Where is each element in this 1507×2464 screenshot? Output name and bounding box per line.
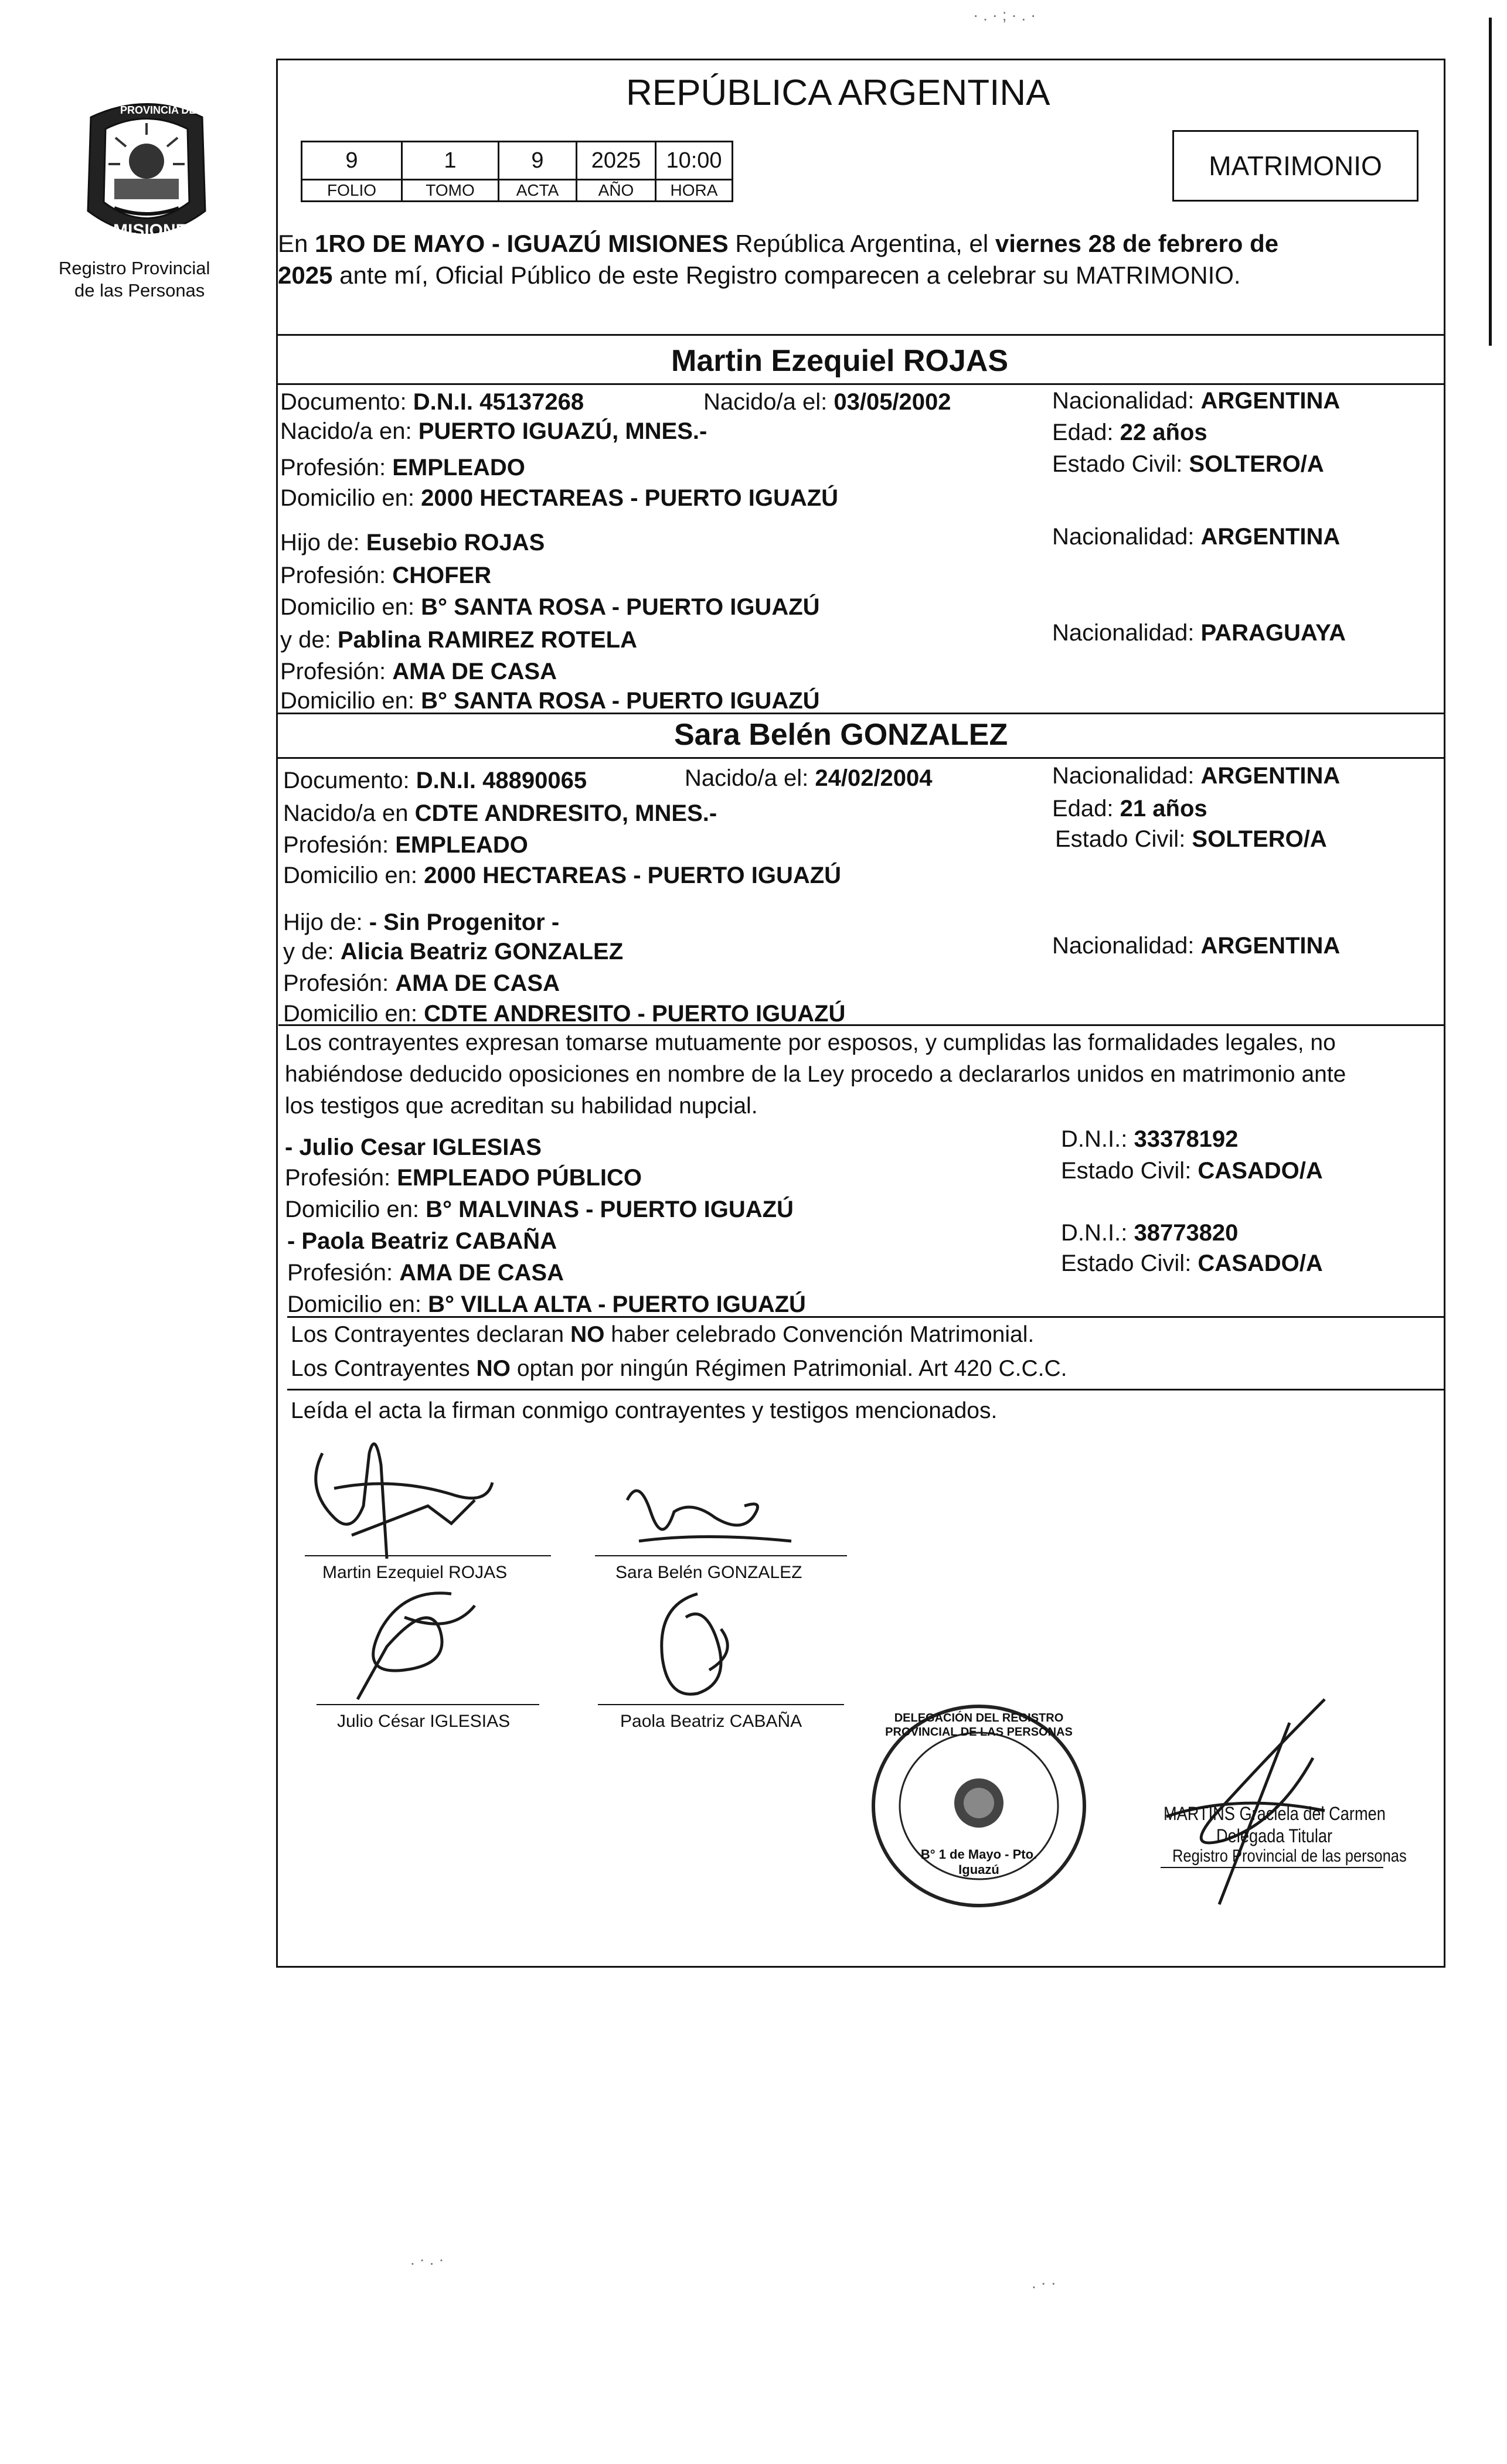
spouse2-edad: Edad: 21 años [1052,796,1207,822]
registry-table [301,141,733,202]
right-margin-mark [1489,18,1492,346]
spouse1-estado-civil: Estado Civil: SOLTERO/A [1052,451,1324,477]
spouse1-domicilio: Domicilio en: 2000 HECTAREAS - PUERTO IGUAZÚ [280,485,839,511]
witness1-profesion: Profesión: EMPLEADO PÚBLICO [285,1165,642,1191]
hora-label: HORA [656,180,733,202]
act-type-box: MATRIMONIO [1172,130,1418,202]
signature-witness1-icon [334,1582,510,1711]
ano-value: 2025 [577,142,656,180]
sig-name-witness1: Julio César IGLESIAS [337,1712,511,1731]
official-name: MARTINS Graciela del Carmen [1164,1803,1386,1824]
spouse2-father: Hijo de: - Sin Progenitor - [283,909,560,935]
tomo-value: 1 [402,142,499,180]
spouse1-nacido-el: Nacido/a el: 03/05/2002 [703,389,951,415]
spouse1-documento: Documento: D.N.I. 45137268 [280,389,584,415]
logo-text-bottom: MISIONES [113,221,199,240]
scan-noise-1: · . · ; · . · [973,6,1036,24]
sig-name-spouse2: Sara Belén GONZALEZ [615,1563,802,1582]
scan-noise-3: . · · [1032,2274,1056,2292]
stamp-outer-text: DELEGACIÓN DEL REGISTRO PROVINCIAL DE LAS PERSONAS [885,1712,1073,1739]
intro-date: viernes 28 de febrero de [995,230,1279,257]
declaration-line-3: los testigos que acreditan su habilidad nupcial. [285,1093,758,1119]
witness2-domicilio: Domicilio en: B° VILLA ALTA - PUERTO IGUAZÚ [287,1291,806,1317]
spouse1-name: Martin Ezequiel ROJAS [671,344,1008,378]
witness2-dni: D.N.I.: 38773820 [1061,1220,1239,1246]
signature-spouse2-icon [615,1477,809,1559]
folio-label: FOLIO [302,180,402,202]
signature-spouse1-icon [299,1418,569,1565]
divider-header [276,334,1445,336]
regime-line-2: Los Contrayentes NO optan por ningún Régimen Patrimonial. Art 420 C.C.C. [291,1356,1067,1381]
divider-spouse2 [278,1024,1445,1026]
spouse2-nacido-en: Nacido/a en CDTE ANDRESITO, MNES.- [283,800,717,826]
stamp-inner-text: B° 1 de Mayo - Pto. Iguazú [920,1847,1037,1877]
intro-year: 2025 [278,261,333,289]
spouse1-mother-domicilio: Domicilio en: B° SANTA ROSA - PUERTO IGUAZÚ [280,688,820,714]
spouse2-nacido-el: Nacido/a el: 24/02/2004 [685,765,933,791]
declaration-line-2: habiéndose deducido oposiciones en nombre de la Ley procedo a declararlos unidos en matrimonio ante [285,1062,1346,1087]
spouse1-father-profesion: Profesión: CHOFER [280,563,492,588]
spouse2-name: Sara Belén GONZALEZ [674,718,1008,752]
spouse1-father: Hijo de: Eusebio ROJAS [280,530,545,555]
declaration-line-1: Los contrayentes expresan tomarse mutuamente por esposos, y cumplidas las formalidades legales, no [285,1030,1336,1055]
divider-spouse1 [276,713,1445,714]
spouse1-mother: y de: Pablina RAMIREZ ROTELA [280,627,637,653]
spouse1-nacionalidad: Nacionalidad: ARGENTINA [1052,388,1341,414]
witness2-name: - Paola Beatriz CABAÑA [287,1228,557,1254]
divider-spouse1-name [276,383,1445,385]
witness1-estado-civil: Estado Civil: CASADO/A [1061,1158,1323,1184]
intro-prefix: En [278,230,315,257]
country-title: REPÚBLICA ARGENTINA [626,73,1050,113]
spouse2-nacionalidad: Nacionalidad: ARGENTINA [1052,763,1341,789]
spouse2-estado-civil: Estado Civil: SOLTERO/A [1055,826,1327,852]
spouse2-mother-nacionalidad: Nacionalidad: ARGENTINA [1052,933,1341,959]
registry-line-2: de las Personas [74,280,205,301]
official-sig-line [1161,1867,1383,1868]
sig-name-witness2: Paola Beatriz CABAÑA [620,1712,802,1731]
regime-line-1: Los Contrayentes declaran NO haber celebrado Convención Matrimonial. [291,1322,1035,1347]
witness1-name: - Julio Cesar IGLESIAS [285,1134,542,1160]
spouse2-mother-domicilio: Domicilio en: CDTE ANDRESITO - PUERTO IGUAZÚ [283,1001,846,1027]
intro-country: República Argentina, el [728,230,995,257]
witness1-domicilio: Domicilio en: B° MALVINAS - PUERTO IGUAZÚ [285,1197,794,1222]
divider-witnesses [287,1316,1445,1318]
official-registry: Registro Provincial de las personas [1172,1846,1407,1866]
spouse1-nacido-en: Nacido/a en: PUERTO IGUAZÚ, MNES.- [280,418,707,444]
tomo-label: TOMO [402,180,499,202]
intro-line-2 [278,261,1241,289]
official-title: Delegada Titular [1216,1825,1333,1846]
hora-value: 10:00 [656,142,733,180]
spouse1-edad: Edad: 22 años [1052,420,1207,445]
spouse1-profesion: Profesión: EMPLEADO [280,455,525,480]
province-logo [79,94,214,252]
sig-name-spouse1: Martin Ezequiel ROJAS [322,1563,508,1582]
spouse1-mother-nacionalidad: Nacionalidad: PARAGUAYA [1052,620,1346,646]
witness1-dni: D.N.I.: 33378192 [1061,1126,1239,1152]
acta-label: ACTA [499,180,577,202]
witness2-estado-civil: Estado Civil: CASADO/A [1061,1250,1323,1276]
intro-line-1 [278,230,1278,258]
divider-spouse2-name [276,757,1445,759]
acta-value: 9 [499,142,577,180]
witness2-profesion: Profesión: AMA DE CASA [287,1260,564,1286]
spouse1-mother-profesion: Profesión: AMA DE CASA [280,659,557,684]
registry-line-1: Registro Provincial [59,258,210,278]
spouse1-father-nacionalidad: Nacionalidad: ARGENTINA [1052,524,1341,550]
registry-stamp [868,1700,1090,1911]
ano-label: AÑO [577,180,656,202]
spouse2-mother: y de: Alicia Beatriz GONZALEZ [283,939,624,965]
spouse1-father-domicilio: Domicilio en: B° SANTA ROSA - PUERTO IGUAZÚ [280,594,820,620]
signature-official-icon [1149,1688,1360,1910]
spouse2-mother-profesion: Profesión: AMA DE CASA [283,970,560,996]
spouse2-domicilio: Domicilio en: 2000 HECTAREAS - PUERTO IGUAZÚ [283,863,842,888]
closing-text: Leída el acta la firman conmigo contrayentes y testigos mencionados. [291,1398,998,1423]
folio-value: 9 [302,142,402,180]
scan-noise-2: . · . · [410,2250,444,2268]
intro-place: 1RO DE MAYO - IGUAZÚ MISIONES [315,230,729,257]
signature-witness2-icon [633,1582,762,1711]
logo-text-top: PROVINCIA DE [120,104,196,116]
divider-regime [287,1389,1445,1391]
intro-rest: ante mí, Oficial Público de este Registro comparecen a celebrar su MATRIMONIO. [332,261,1241,289]
spouse2-profesion: Profesión: EMPLEADO [283,832,528,858]
spouse2-documento: Documento: D.N.I. 48890065 [283,768,587,793]
